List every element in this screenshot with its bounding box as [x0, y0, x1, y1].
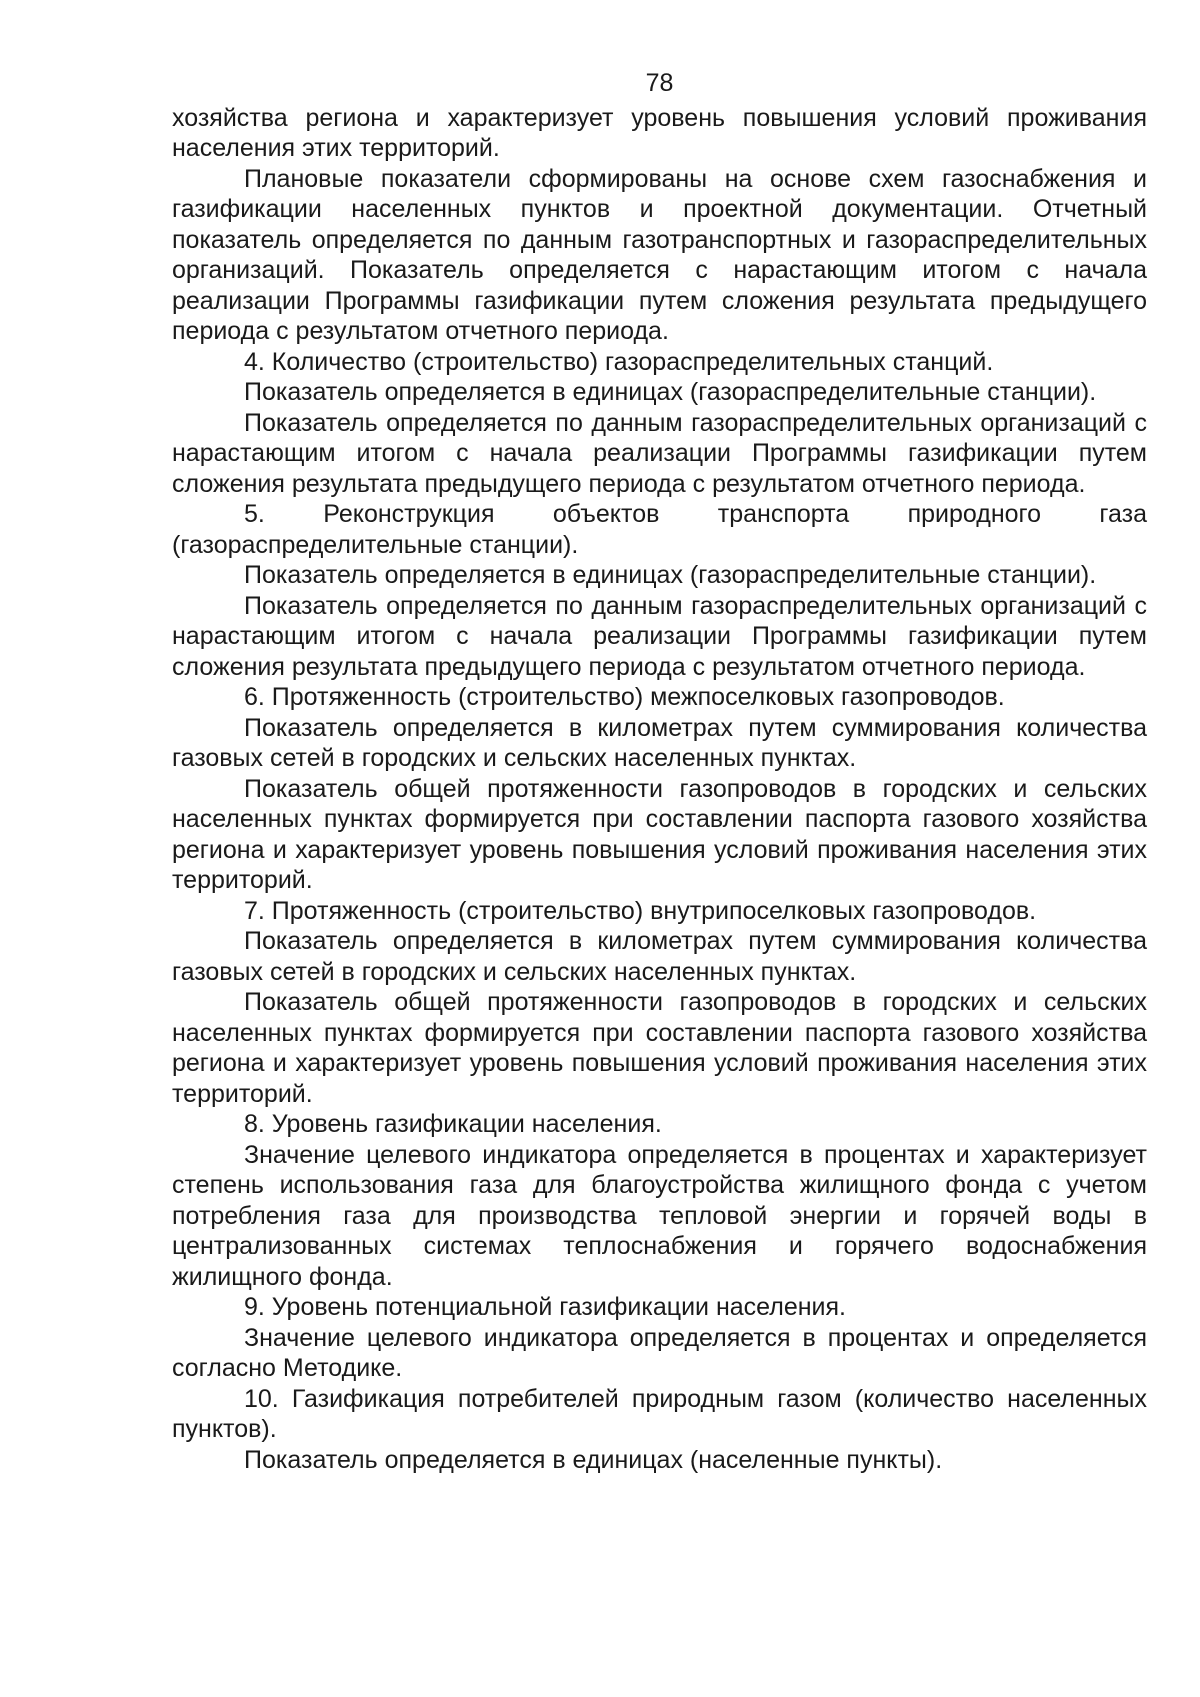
heading-item-7: 7. Протяженность (строительство) внутрипоселковых газопроводов.: [244, 896, 1037, 925]
paragraph-item-5-units: Показатель определяется в единицах (газораспределительные станции).: [244, 561, 1097, 589]
paragraph-item-6-method: Показатель общей протяженности газопроводов в городских и сельских населенных пунктах формируется при составлении паспорта газового хозяйства региона и характеризует уровень повышения условий проживания населения этих территорий.: [172, 774, 1147, 894]
heading-item-4: 4. Количество (строительство) газораспределительных станций.: [244, 347, 994, 376]
document-page: [172, 68, 1147, 1475]
paragraph-item-8-method: Значение целевого индикатора определяется в процентах и характеризует степень использования газа для благоустройства жилищного фонда с учетом потребления газа для производства тепловой энергии и горячей воды в централизованных системах теплоснабжения и горячего водоснабжения жилищного фонда.: [172, 1140, 1147, 1291]
paragraph-continuation: хозяйства региона и характеризует уровень повышения условий проживания населения этих территорий.: [172, 103, 1147, 162]
heading-item-5: 5. Реконструкция объектов транспорта природного газа (газораспределительные станции).: [172, 500, 1147, 559]
heading-item-8: 8. Уровень газификации населения.: [244, 1110, 662, 1138]
paragraph-item-10-units: Показатель определяется в единицах (населенные пункты).: [244, 1445, 943, 1474]
page-number: 78: [645, 69, 674, 97]
paragraph-item-7-units: Показатель определяется в километрах путем суммирования количества газовых сетей в городских и сельских населенных пунктах.: [172, 927, 1147, 986]
paragraph-item-5-method: Показатель определяется по данным газораспределительных организаций с нарастающим итогом с начала реализации Программы газификации путем сложения результата предыдущего периода с результатом отчетного периода.: [172, 591, 1147, 681]
heading-item-10: 10. Газификация потребителей природным газом (количество населенных пунктов).: [172, 1384, 1147, 1443]
paragraph-item-4-method: Показатель определяется по данным газораспределительных организаций с нарастающим итогом с начала реализации Программы газификации путем сложения результата предыдущего периода с результатом отчетного периода.: [172, 408, 1147, 498]
paragraph-item-6-units: Показатель определяется в километрах путем суммирования количества газовых сетей в городских и сельских населенных пунктах.: [172, 713, 1147, 772]
paragraph-planned-indicators: Плановые показатели сформированы на основе схем газоснабжения и газификации населенных пунктов и проектной документации. Отчетный показатель определяется по данным газотранспортных и газораспределительных организаций. Показатель определяется с нарастающим итогом с начала реализации Программы газификации путем сложения результата предыдущего периода с результатом отчетного периода.: [172, 164, 1147, 345]
heading-item-6: 6. Протяженность (строительство) межпоселковых газопроводов.: [244, 683, 1005, 711]
paragraph-item-7-method: Показатель общей протяженности газопроводов в городских и сельских населенных пунктах формируется при составлении паспорта газового хозяйства региона и характеризует уровень повышения условий проживания населения этих территорий.: [172, 988, 1147, 1108]
heading-item-9: 9. Уровень потенциальной газификации населения.: [244, 1293, 847, 1321]
paragraph-item-4-units: Показатель определяется в единицах (газораспределительные станции).: [244, 378, 1097, 406]
paragraph-item-9-method: Значение целевого индикатора определяется в процентах и определяется согласно Методике.: [172, 1323, 1147, 1382]
